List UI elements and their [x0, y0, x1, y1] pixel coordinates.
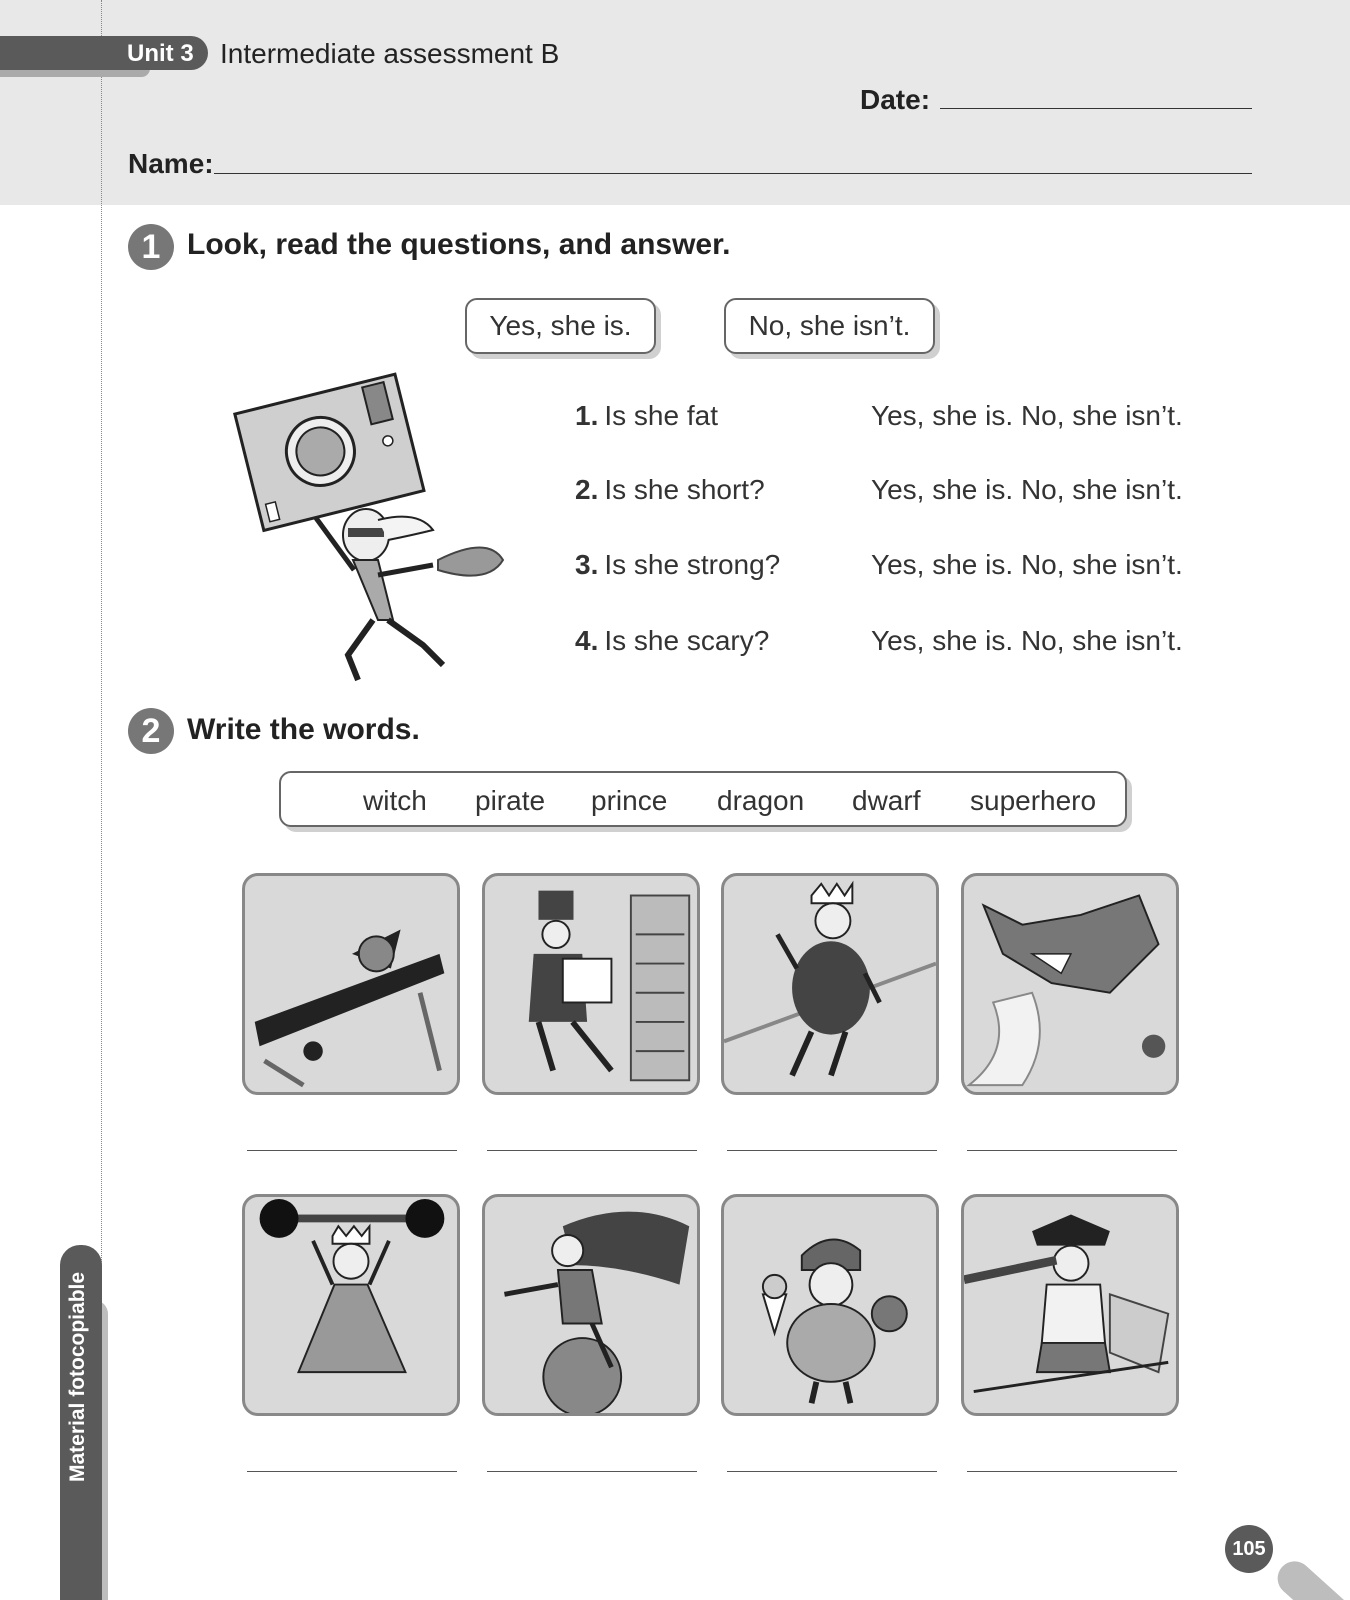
word-dragon: dragon: [717, 785, 805, 816]
section-2-badge: 2: [128, 708, 174, 754]
section-1-badge: 1: [128, 224, 174, 270]
question-number: 3.: [575, 549, 599, 580]
dragon-breathing-fire-icon: [964, 876, 1176, 1092]
superhero-on-exercise-bike-icon: [485, 1197, 697, 1413]
answer-line[interactable]: [487, 1150, 697, 1151]
answer-line[interactable]: [487, 1471, 697, 1472]
picture-pirate: [961, 1194, 1179, 1416]
date-field[interactable]: [940, 108, 1252, 109]
question-2-options[interactable]: Yes, she is. No, she isn’t.: [871, 474, 1183, 505]
question-number: 1.: [575, 400, 599, 431]
picture-dragon: [961, 873, 1179, 1095]
photocopiable-label: Material fotocopiable: [66, 1271, 89, 1482]
prince-dancing-icon: [724, 876, 936, 1092]
question-3-options[interactable]: Yes, she is. No, she isn’t.: [871, 549, 1183, 580]
word-bank: [279, 771, 1127, 827]
word-pirate: pirate: [475, 785, 546, 816]
section-1-instruction: Look, read the questions, and answer.: [187, 228, 731, 261]
question-1: [575, 400, 718, 432]
word-superhero: superhero: [970, 785, 1097, 816]
date-label: Date:: [860, 84, 931, 115]
dwarf-eating-ice-cream-icon: [724, 1197, 936, 1413]
picture-prince: [721, 873, 939, 1095]
word-dwarf: dwarf: [852, 785, 921, 816]
witch-sunbathing-icon: [245, 876, 457, 1092]
answer-line[interactable]: [967, 1471, 1177, 1472]
question-text: Is she fat: [604, 400, 718, 431]
page-number: 105: [1225, 1525, 1273, 1573]
question-text: Is she scary?: [604, 625, 770, 656]
picture-pirate-reading: [482, 873, 700, 1095]
question-4-options[interactable]: Yes, she is. No, she isn’t.: [871, 625, 1183, 656]
page-title: Intermediate assessment B: [220, 38, 560, 69]
question-number: 2.: [575, 474, 599, 505]
man-reading-newspaper-icon: [485, 876, 697, 1092]
picture-dwarf: [721, 1194, 939, 1416]
answer-line[interactable]: [727, 1471, 937, 1472]
question-number: 4.: [575, 625, 599, 656]
answer-line[interactable]: [247, 1471, 457, 1472]
question-1-options[interactable]: Yes, she is. No, she isn’t.: [871, 400, 1183, 431]
question-text: Is she short?: [604, 474, 765, 505]
question-text: Is she strong?: [604, 549, 781, 580]
answer-choice-yes: Yes, she is.: [465, 298, 656, 354]
section-2-instruction: Write the words.: [187, 713, 420, 746]
question-4: [575, 625, 769, 657]
word-prince: prince: [591, 785, 668, 816]
answer-line[interactable]: [247, 1150, 457, 1151]
question-3: [575, 549, 780, 581]
picture-witch: [242, 873, 460, 1095]
name-field[interactable]: [214, 173, 1252, 174]
word-witch: witch: [363, 785, 427, 816]
question-2: [575, 474, 765, 506]
name-label: Name:: [128, 148, 214, 179]
superhero-washing-machine-icon: [228, 370, 528, 690]
picture-princess: [242, 1194, 460, 1416]
answer-choice-no: No, she isn’t.: [724, 298, 935, 354]
superhero-illustration: [228, 370, 528, 690]
page-corner-tab: [1271, 1554, 1350, 1600]
princess-lifting-weights-icon: [245, 1197, 457, 1413]
answer-line[interactable]: [727, 1150, 937, 1151]
unit-label: Unit 3: [127, 40, 194, 67]
picture-superhero: [482, 1194, 700, 1416]
answer-line[interactable]: [967, 1150, 1177, 1151]
pirate-with-telescope-icon: [964, 1197, 1176, 1413]
